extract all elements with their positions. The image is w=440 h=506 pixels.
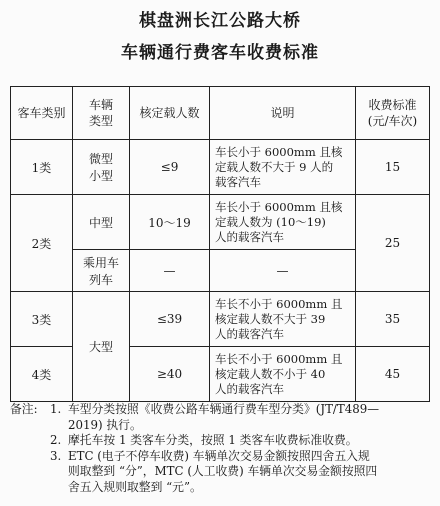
type-line: 微型 bbox=[88, 152, 113, 166]
table-row bbox=[11, 140, 430, 195]
note-number: 3. bbox=[50, 448, 62, 463]
category-cell: 3类 bbox=[11, 292, 73, 347]
note-item bbox=[10, 449, 434, 496]
note-line: 车型分类按照《收费公路车辆通行费车型分类》(JT/T489— bbox=[68, 402, 380, 416]
desc-cell: — bbox=[210, 250, 356, 292]
desc-line: 定载人数不大于 9 人的 bbox=[215, 159, 334, 174]
header-fee-line: 收费标准 bbox=[368, 98, 417, 112]
desc-cell bbox=[210, 140, 356, 195]
desc-line: 核定载人数不小于 40 bbox=[215, 366, 326, 381]
note-line: 舍五入规则取整到 “元”。 bbox=[68, 479, 202, 494]
desc-cell bbox=[210, 347, 356, 402]
category-cell: 4类 bbox=[11, 347, 73, 402]
header-row bbox=[11, 87, 430, 140]
desc-cell bbox=[210, 195, 356, 250]
header-fee-line: (元/车次) bbox=[367, 114, 418, 128]
category-cell: 2类 bbox=[11, 195, 73, 292]
type-cell: 大型 bbox=[73, 292, 130, 402]
header-seats: 核定载人数 bbox=[130, 87, 210, 140]
table-row bbox=[11, 292, 430, 347]
seats-cell: ≤9 bbox=[130, 140, 210, 195]
note-number: 2. bbox=[50, 433, 62, 447]
header-fee bbox=[356, 87, 430, 140]
fee-cell: 25 bbox=[356, 195, 430, 292]
header-type bbox=[73, 87, 130, 140]
desc-line: 人的载客汽车 bbox=[215, 229, 284, 244]
category-cell: 1类 bbox=[11, 140, 73, 195]
desc-cell bbox=[210, 292, 356, 347]
desc-line: 车长小于 6000mm 且核 bbox=[215, 144, 343, 159]
desc-line: 核定载人数不大于 39 bbox=[215, 311, 326, 326]
fee-cell: 45 bbox=[356, 347, 430, 402]
type-line: 列车 bbox=[88, 272, 113, 287]
page-title: 棋盘洲长江公路大桥 bbox=[139, 11, 301, 31]
fee-table bbox=[10, 86, 430, 402]
note-item bbox=[10, 433, 434, 449]
type-cell bbox=[73, 140, 130, 195]
note-text bbox=[68, 402, 434, 433]
note-line: ETC (电子不停车收费) 车辆单次交易金额按照四舍五入规 bbox=[68, 448, 370, 463]
note-number: 1. bbox=[50, 402, 62, 416]
seats-cell: ≤39 bbox=[130, 292, 210, 347]
header-type-line: 车辆 bbox=[88, 98, 113, 112]
desc-line: 车长不小于 6000mm 且 bbox=[215, 351, 343, 366]
desc-line: 车长小于 6000mm 且核 bbox=[215, 199, 343, 214]
note-line: 则取整到 “分”，MTC (人工收费) 车辆单次交易金额按照四 bbox=[68, 464, 378, 478]
header-desc: 说明 bbox=[210, 87, 356, 140]
type-line: 乘用车 bbox=[82, 255, 119, 270]
page-subtitle: 车辆通行费客车收费标准 bbox=[121, 43, 319, 63]
desc-line: 载客汽车 bbox=[215, 174, 261, 189]
type-cell bbox=[73, 250, 130, 292]
desc-line: 车长不小于 6000mm 且 bbox=[215, 296, 343, 311]
type-cell: 中型 bbox=[73, 195, 130, 250]
seats-cell: ≥40 bbox=[130, 347, 210, 402]
header-category: 客车类别 bbox=[11, 87, 73, 140]
seats-cell: — bbox=[130, 250, 210, 292]
note-text bbox=[68, 449, 434, 496]
fee-cell: 35 bbox=[356, 292, 430, 347]
header-type-line: 类型 bbox=[88, 114, 113, 128]
desc-line: 人的载客汽车 bbox=[215, 381, 284, 396]
desc-line: 定载人数为 (10～19) bbox=[215, 214, 326, 229]
note-text bbox=[68, 433, 434, 449]
fee-cell: 15 bbox=[356, 140, 430, 195]
notes bbox=[10, 402, 434, 495]
type-line: 小型 bbox=[88, 169, 113, 183]
table-row bbox=[11, 195, 430, 250]
note-line: 摩托车按 1 类客车分类，按照 1 类客车收费标准收费。 bbox=[68, 433, 358, 447]
note-item bbox=[10, 402, 434, 433]
note-line: 2019) 执行。 bbox=[68, 417, 142, 432]
notes-label: 备注: bbox=[10, 402, 38, 416]
desc-line: 人的载客汽车 bbox=[215, 326, 284, 341]
seats-cell: 10～19 bbox=[130, 195, 210, 250]
